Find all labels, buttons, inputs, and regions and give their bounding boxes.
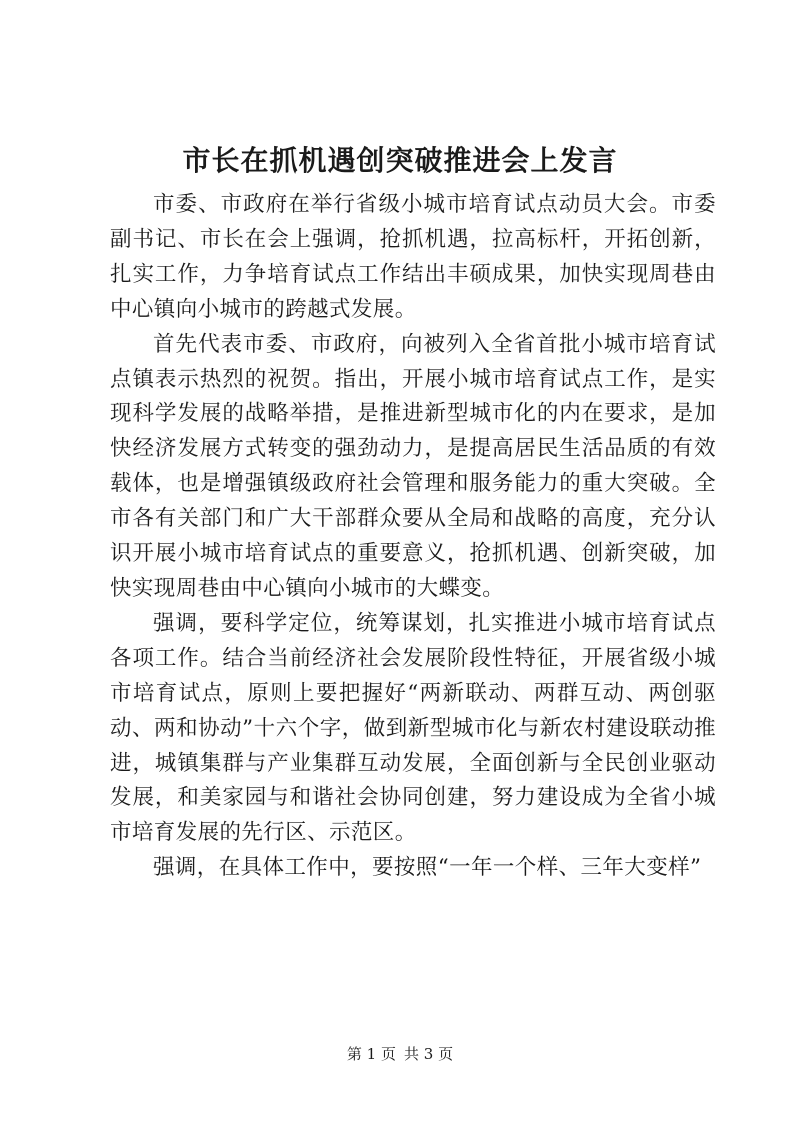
document-title: 市长在抓机遇创突破推进会上发言 [182, 144, 618, 177]
paragraph-3: 强调，要科学定位，统筹谋划，扎实推进小城市培育试点各项工作。结合当前经济社会发展阶段性特征，开展省级小城市培育试点，原则上要把握好“两新联动、两群互动、两创驱动、两和协动”十六个字，做到新型城市化与新农村建设联动推进，城镇集群与产业集群互动发展，全面创新与全民创业驱动发展，和美家园与和谐社会协同创建，努力建设成为全省小城市培育发展的先行区、示范区。 [110, 610, 716, 846]
page-total: 共 3 页 [404, 1045, 454, 1063]
paragraph-1: 市委、市政府在举行省级小城市培育试点动员大会。市委副书记、市长在会上强调，抢抓机遇，拉高标杆，开拓创新，扎实工作，力争培育试点工作结出丰硕成果，加快实现周巷由中心镇向小城市的跨越式发展。 [110, 192, 716, 322]
paragraph-2: 首先代表市委、市政府，向被列入全省首批小城市培育试点镇表示热烈的祝贺。指出，开展小城市培育试点工作，是实现科学发展的战略举措，是推进新型城市化的内在要求，是加快经济发展方式转变的强劲动力，是提高居民生活品质的有效载体，也是增强镇级政府社会管理和服务能力的重大突破。全市各有关部门和广大干部群众要从全局和战略的高度，充分认识开展小城市培育试点的重要意义，抢抓机遇、创新突破，加快实现周巷由中心镇向小城市的大蝶变。 [110, 331, 716, 601]
document-body [110, 188, 716, 886]
paragraph-4: 强调，在具体工作中，要按照“一年一个样、三年大变样” [153, 855, 702, 881]
page-number: 第 1 页 [346, 1045, 396, 1063]
page-footer [0, 1044, 800, 1064]
